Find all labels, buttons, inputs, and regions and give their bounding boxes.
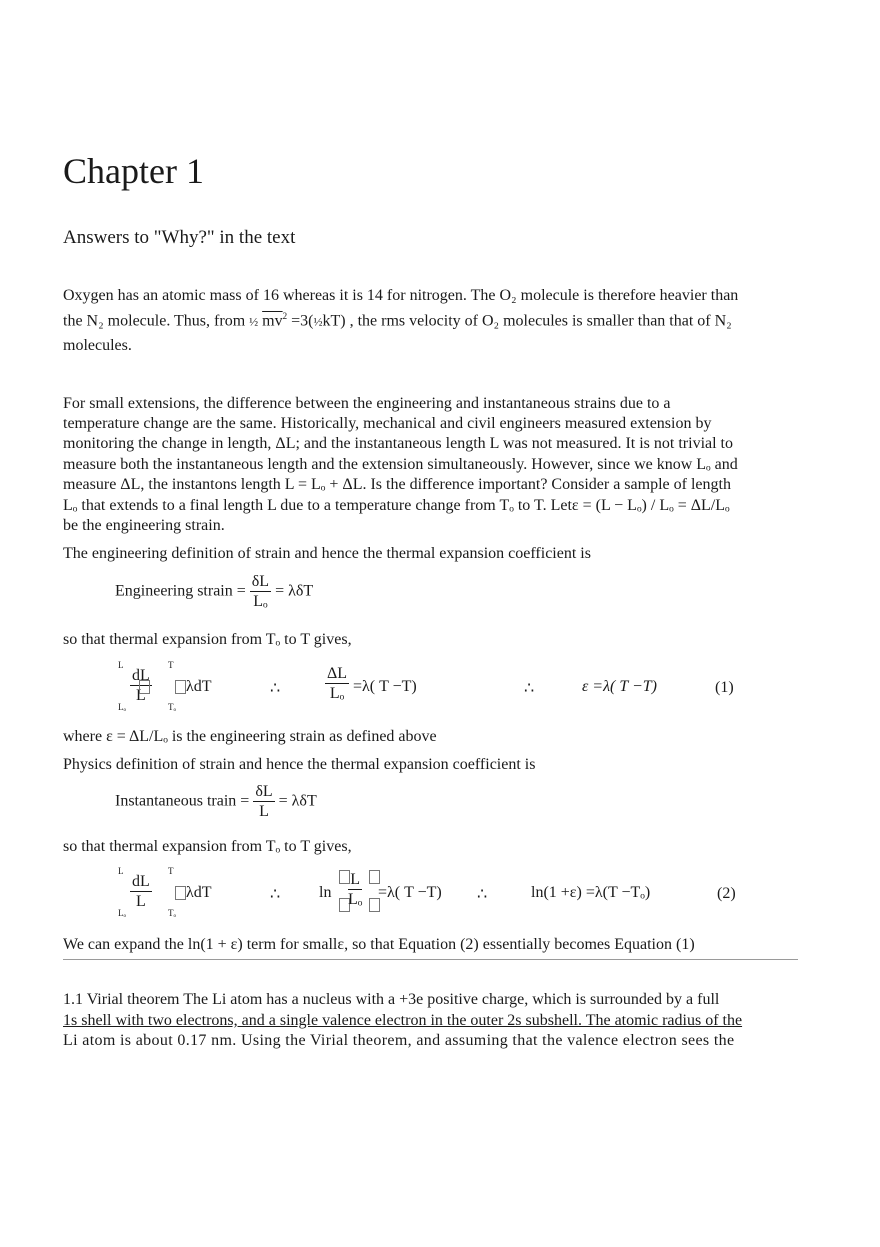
virial-line: Li atom is about 0.17 nm. Using the Virial theorem, and assuming that the valence electron sees the <box>63 1032 735 1049</box>
right-expression: ln(1 +ε) =λ(T −Tₒ) <box>531 884 651 901</box>
eq-label: Instantaneous train = <box>115 792 250 810</box>
rhs-integral-upper: T <box>168 660 174 670</box>
strain-line: For small extensions, the difference between the engineering and instantaneous strains due to a <box>63 395 671 412</box>
mid-numerator: ΔL <box>327 665 348 682</box>
expand-line: We can expand the ln(1 + ε) term for smallε, so that Equation (2) essentially becomes Equation (1) <box>63 936 695 953</box>
eq-numerator: δL <box>255 783 273 800</box>
eq-label: Engineering strain = <box>115 582 246 600</box>
oxygen-line-1: Oxygen has an atomic mass of 16 whereas it is 14 for nitrogen. The O₂ molecule is therefore heavier than <box>63 287 739 304</box>
physics-definition: Physics definition of strain and hence the thermal expansion coefficient is <box>63 756 536 773</box>
section-heading: Answers to "Why?" in the text <box>63 227 296 248</box>
engineering-strain-equation <box>115 572 313 611</box>
strain-line: measure ΔL, the instantons length L = Lₒ + ΔL. Is the difference important? Consider a sample of length <box>63 476 731 493</box>
section-divider <box>63 959 798 960</box>
strain-line: temperature change are the same. Historically, mechanical and civil engineers measured extension by <box>63 415 712 432</box>
mid-rhs: =λ( T −T) <box>378 884 442 901</box>
integral-upper-limit: L <box>118 660 124 670</box>
eq-numerator: δL <box>251 573 270 590</box>
equation-number-2: (2) <box>717 885 736 902</box>
integral-upper-limit: L <box>118 866 124 876</box>
ln-denominator: Lₒ <box>348 891 363 908</box>
oxygen-line-2-post: , the rms velocity of O₂ molecules is smaller than that of N₂ <box>349 312 732 330</box>
integral-lower-limit: Lₒ <box>118 702 127 712</box>
missing-glyph-box <box>175 680 186 694</box>
therefore-symbol-2: ∴ <box>524 680 535 697</box>
ln-numerator: L <box>348 870 362 890</box>
integrand <box>130 872 152 911</box>
formula-half-2: ½ <box>313 314 323 329</box>
rhs-integrand: λdT <box>186 678 212 695</box>
eq-denominator: Lₒ <box>253 593 268 610</box>
ln-fraction <box>348 870 362 909</box>
missing-glyph-box <box>175 886 186 900</box>
mid-rhs: =λ( T −T) <box>353 678 417 695</box>
strain-line: measure both the instantaneous length and the extension simultaneously. However, since we know Lₒ and <box>63 456 738 473</box>
integrand-numerator: dL <box>132 667 150 684</box>
so-that-line-1: so that thermal expansion from Tₒ to T gives, <box>63 631 352 648</box>
formula-square: 2 <box>282 311 288 321</box>
eq-rhs: = λδT <box>275 582 314 600</box>
integrand-denominator: L <box>136 687 146 704</box>
strain-line: Lₒ that extends to a final length L due to a temperature change from Tₒ to T. Letε = (L − Lₒ) / Lₒ = ΔL/Lₒ <box>63 497 730 514</box>
eq-fraction <box>253 782 274 821</box>
formula-end: kT) <box>322 312 346 330</box>
integral-lower-limit: Lₒ <box>118 908 127 918</box>
oxygen-line-3: molecules. <box>63 337 132 354</box>
virial-line: 1.1 Virial theorem The Li atom has a nucleus with a +3e positive charge, which is surrounded by a full <box>63 991 720 1008</box>
right-expression: ε =λ( T −T) <box>582 678 657 695</box>
instantaneous-strain-equation <box>115 782 317 821</box>
eq-rhs: = λδT <box>278 792 317 810</box>
formula-mv: $\overline{mv}$ <box>262 312 283 330</box>
strain-line: monitoring the change in length, ΔL; and the instantaneous length L was not measured. It is not trivial to <box>63 435 733 452</box>
virial-line: 1s shell with two electrons, and a single valence electron in the outer 2s subshell. The atomic radius of the <box>63 1012 743 1029</box>
chapter-title: Chapter 1 <box>63 151 204 191</box>
formula-half: ½ <box>249 314 259 329</box>
mid-denominator: Lₒ <box>329 685 345 702</box>
where-line: where ε = ΔL/Lₒ is the engineering strain as defined above <box>63 728 437 745</box>
therefore-symbol-2: ∴ <box>477 886 488 903</box>
eq-denominator: L <box>259 803 269 820</box>
oxygen-line-2-pre: the N₂ molecule. Thus, from <box>63 312 246 330</box>
integrand-denominator: L <box>136 893 146 910</box>
eq-fraction <box>250 572 271 611</box>
formula-mid: =3( <box>291 312 314 330</box>
so-that-line-2: so that thermal expansion from Tₒ to T gives, <box>63 838 352 855</box>
integrand-numerator: dL <box>132 873 150 890</box>
therefore-symbol: ∴ <box>270 886 281 903</box>
missing-glyph-box <box>369 870 380 884</box>
rhs-integrand: λdT <box>186 884 212 901</box>
strain-line: be the engineering strain. <box>63 517 225 534</box>
oxygen-line-2 <box>63 311 732 330</box>
ln-label: ln <box>319 884 332 901</box>
rhs-integral-lower: Tₒ <box>168 702 177 712</box>
therefore-symbol: ∴ <box>270 680 281 697</box>
rhs-integral-lower: Tₒ <box>168 908 177 918</box>
missing-glyph-box <box>139 680 150 694</box>
mid-fraction <box>325 664 349 703</box>
engineering-definition: The engineering definition of strain and hence the thermal expansion coefficient is <box>63 545 591 562</box>
rhs-integral-upper: T <box>168 866 174 876</box>
equation-number-1: (1) <box>715 679 734 696</box>
